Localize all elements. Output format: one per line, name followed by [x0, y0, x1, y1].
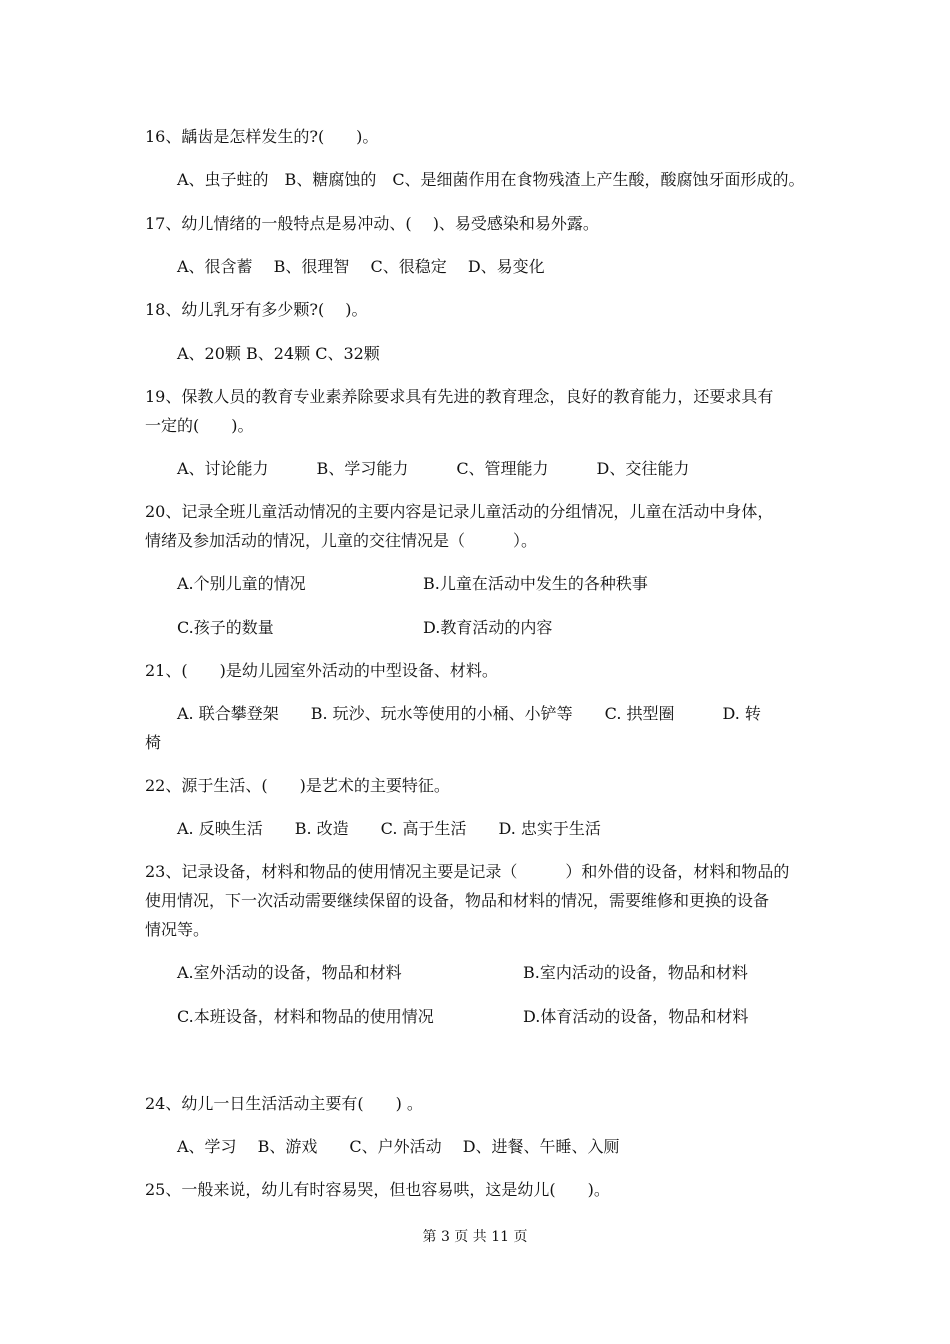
question-25: 25、一般来说，幼儿有时容易哭，但也容易哄，这是幼儿( )。: [145, 1180, 610, 1199]
question-16-options: A、虫子蛀的 B、糖腐蚀的 C、是细菌作用在食物残渣上产生酸，酸腐蚀牙面形成的。: [177, 170, 805, 189]
question-18: 18、幼儿乳牙有多少颗?( )。: [145, 300, 368, 319]
question-23-line-1: 23、记录设备，材料和物品的使用情况主要是记录（ ）和外借的设备，材料和物品的: [145, 862, 790, 881]
question-19-line-2: 一定的( )。: [145, 416, 254, 435]
question-20-option-d: D.教育活动的内容: [423, 618, 553, 637]
question-20-option-c: C.孩子的数量: [177, 618, 274, 637]
question-24: 24、幼儿一日生活活动主要有( ) 。: [145, 1094, 423, 1113]
question-23-option-b: B.室内活动的设备，物品和材料: [523, 963, 748, 982]
question-19-options: A、讨论能力 B、学习能力 C、管理能力 D、交往能力: [177, 459, 690, 478]
question-16: 16、龋齿是怎样发生的?( )。: [145, 127, 379, 146]
question-17-options: A、很含蓄 B、很理智 C、很稳定 D、易变化: [177, 257, 545, 276]
question-20-option-b: B.儿童在活动中发生的各种秩事: [423, 574, 648, 593]
question-18-options: A、20颗 B、24颗 C、32颗: [177, 344, 380, 363]
question-19-line-1: 19、保教人员的教育专业素养除要求具有先进的教育理念，良好的教育能力，还要求具有: [145, 387, 774, 406]
page-number-footer: 第 3 页 共 11 页: [422, 1229, 528, 1245]
question-17: 17、幼儿情绪的一般特点是易冲动、( )、易受感染和易外露。: [145, 214, 599, 233]
question-24-options: A、学习 B、游戏 C、户外活动 D、进餐、午睡、入厕: [177, 1137, 620, 1156]
question-21: 21、( )是幼儿园室外活动的中型设备、材料。: [145, 661, 498, 680]
question-20-line-2: 情绪及参加活动的情况，儿童的交往情况是（ ）。: [145, 531, 538, 550]
question-23-option-c: C.本班设备，材料和物品的使用情况: [177, 1007, 434, 1026]
question-23-option-a: A.室外活动的设备，物品和材料: [177, 963, 402, 982]
question-23-option-d: D.体育活动的设备，物品和材料: [523, 1007, 749, 1026]
question-22: 22、源于生活、( )是艺术的主要特征。: [145, 776, 450, 795]
question-23-line-3: 情况等。: [145, 920, 210, 939]
question-22-options: A. 反映生活 B. 改造 C. 高于生活 D. 忠实于生活: [177, 819, 601, 838]
question-21-options-wrap: 椅: [145, 733, 162, 752]
question-20-option-a: A.个别儿童的情况: [177, 574, 306, 593]
question-21-options: A. 联合攀登架 B. 玩沙、玩水等使用的小桶、小铲等 C. 拱型圈 D. 转: [177, 704, 761, 723]
question-20-line-1: 20、记录全班儿童活动情况的主要内容是记录儿童活动的分组情况，儿童在活动中身体，: [145, 502, 774, 521]
question-23-line-2: 使用情况，下一次活动需要继续保留的设备，物品和材料的情况，需要维修和更换的设备: [145, 891, 770, 910]
